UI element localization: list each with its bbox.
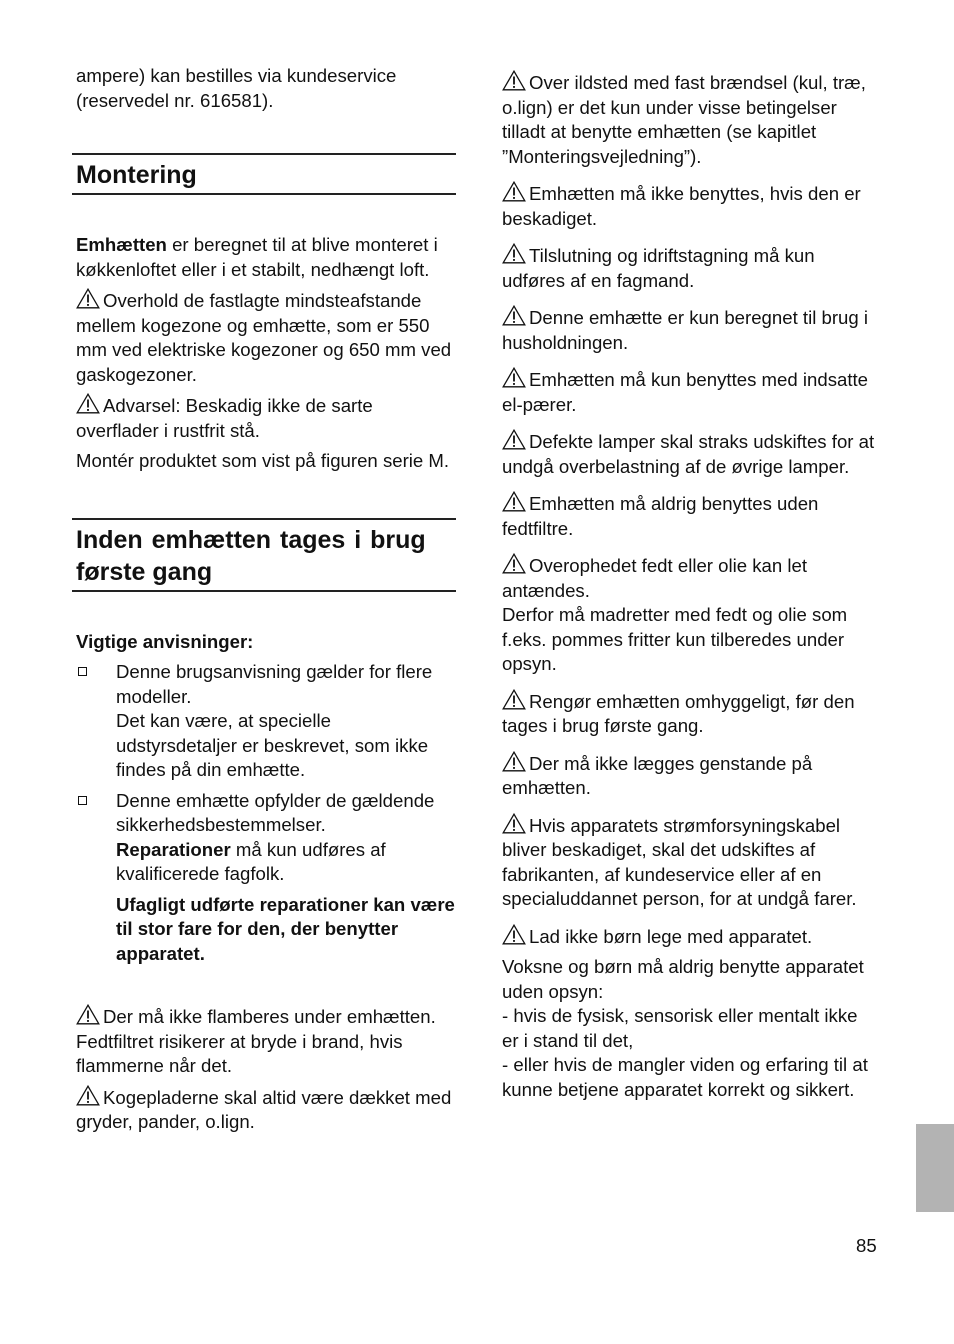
list-item-safety-line2 bbox=[116, 838, 456, 887]
warning-power-cable bbox=[502, 813, 877, 912]
warning-objects-text: Der må ikke lægges genstande på emhætten. bbox=[502, 752, 813, 798]
montering-paragraph bbox=[76, 233, 456, 282]
repairs-rest-text: må kun udføres af kvalificerede fagfolk. bbox=[116, 838, 386, 884]
warning-filters bbox=[502, 491, 877, 541]
warning-lamps bbox=[502, 429, 877, 479]
warning-triangle-icon bbox=[502, 367, 526, 388]
warning-hotplates bbox=[76, 1085, 456, 1135]
inden-heading-block bbox=[72, 518, 456, 592]
warning-triangle-icon bbox=[502, 689, 526, 710]
supervision-paragraph-line1: Voksne og børn må aldrig benytte apparatet uden opsyn: bbox=[502, 956, 864, 1002]
checkbox-bullet-icon bbox=[78, 667, 87, 676]
warning-surfaces bbox=[76, 393, 456, 443]
warning-flambe-text: Der må ikke flamberes under emhætten. Fedtfiltret risikerer at bryde i brand, hvis flammerne når det. bbox=[76, 1006, 436, 1076]
warning-surfaces-text: Advarsel: Beskadig ikke de sarte overflader i rustfrit stå. bbox=[76, 395, 373, 441]
intro-paragraph: ampere) kan bestilles via kundeservice (reservedel nr. 616581). bbox=[76, 65, 397, 111]
montering-heading-block bbox=[72, 153, 456, 195]
warning-triangle-icon bbox=[502, 813, 526, 834]
warning-overheated-fat-text: Overophedet fedt eller olie kan let antændes. bbox=[502, 555, 808, 601]
warning-damaged-text: Emhætten må ikke benyttes, hvis den er beskadiget. bbox=[502, 183, 861, 229]
warning-cleaning-text: Rengør emhætten omhyggeligt, før den tages i brug første gang. bbox=[502, 690, 855, 736]
warning-solid-fuel bbox=[502, 70, 877, 169]
supervision-paragraph-line2: - hvis de fysisk, sensorisk eller mentalt ikke er i stand til det, bbox=[502, 1005, 858, 1051]
montering-bold-term: Emhætten bbox=[76, 234, 167, 255]
warning-distances-text: Overhold de fastlagte mindsteafstande mellem kogezone og emhætte, som er 550 mm ved elektriske kogezoner og 650 mm ved gaskogezoner. bbox=[76, 290, 452, 385]
warning-triangle-icon bbox=[502, 181, 526, 202]
warning-triangle-icon bbox=[502, 243, 526, 264]
supervision-paragraph-line3: - eller hvis de mangler viden og erfaring til at kunne betjene apparatet korrekt og sikkert. bbox=[502, 1054, 868, 1100]
montering-heading: Montering bbox=[76, 161, 197, 189]
warning-children-text: Lad ikke børn lege med apparatet. bbox=[529, 925, 813, 947]
montering-figure-paragraph: Montér produktet som vist på figuren serie M. bbox=[76, 450, 450, 471]
warning-damaged bbox=[502, 181, 877, 231]
list-item-safety-line1: Denne emhætte opfylder de gældende sikkerhedsbestemmelser. bbox=[116, 789, 435, 835]
list-item-models-line1: Denne brugsanvisning gælder for flere modeller. bbox=[116, 661, 433, 707]
warning-distances bbox=[76, 288, 456, 387]
list-item-models-line2: Det kan være, at specielle udstyrsdetaljer er beskrevet, som ikke findes på din emhætte. bbox=[116, 710, 429, 780]
warning-power-cable-text: Hvis apparatets strømforsyningskabel bliver beskadiget, skal det udskiftes af fabrikanten, af kundeservice eller af en specialuddannet person, for at undgå farer. bbox=[502, 814, 857, 909]
warning-triangle-icon bbox=[76, 1004, 100, 1025]
warning-filters-text: Emhætten må aldrig benyttes uden fedtfiltre. bbox=[502, 493, 819, 539]
vigtige-subheading: Vigtige anvisninger: bbox=[76, 630, 254, 652]
warning-triangle-icon bbox=[502, 70, 526, 91]
warning-triangle-icon bbox=[76, 1085, 100, 1106]
warning-lamps-text: Defekte lamper skal straks udskiftes for at undgå overbelastning af de øvrige lamper. bbox=[502, 431, 875, 477]
list-item-safety bbox=[76, 789, 456, 967]
warning-flambe bbox=[76, 1004, 456, 1079]
warning-children bbox=[502, 924, 877, 950]
right-column bbox=[502, 70, 877, 1102]
warning-installation-text: Tilslutning og idriftstagning må kun udføres af en fagmand. bbox=[502, 245, 815, 291]
montering-paragraph-rest: er beregnet til at blive monteret i køkkenloftet eller i et stabilt, nedhængt loft. bbox=[76, 234, 438, 280]
warning-triangle-icon bbox=[502, 305, 526, 326]
inden-heading-line2: første gang bbox=[76, 557, 213, 586]
warning-hotplates-text: Kogepladerne skal altid være dækket med gryder, pander, o.lign. bbox=[76, 1086, 452, 1132]
warning-overheated-fat-cont: Derfor må madretter med fedt og olie som f.eks. pommes fritter kun tilberedes under opsyn. bbox=[502, 604, 848, 674]
warning-household bbox=[502, 305, 877, 355]
warning-overheated-fat bbox=[502, 553, 877, 603]
warning-triangle-icon bbox=[76, 393, 100, 414]
repairs-danger-note: Ufagligt udførte reparationer kan være til stor fare for den, der benytter apparatet. bbox=[116, 893, 455, 964]
warning-bulbs-text: Emhætten må kun benyttes med indsatte el-pærer. bbox=[502, 369, 868, 415]
inden-heading-line1: Inden emhætten tages i brug bbox=[76, 525, 426, 554]
warning-objects bbox=[502, 751, 877, 801]
warning-triangle-icon bbox=[76, 288, 100, 309]
warning-household-text: Denne emhætte er kun beregnet til brug i husholdningen. bbox=[502, 307, 869, 353]
warning-bulbs bbox=[502, 367, 877, 417]
warning-triangle-icon bbox=[502, 553, 526, 574]
page-number: 85 bbox=[856, 1235, 877, 1256]
warning-triangle-icon bbox=[502, 924, 526, 945]
warning-triangle-icon bbox=[502, 751, 526, 772]
warning-installation bbox=[502, 243, 877, 293]
left-column bbox=[76, 64, 456, 1135]
warning-triangle-icon bbox=[502, 429, 526, 450]
warning-solid-fuel-text: Over ildsted med fast brændsel (kul, træ, o.lign) er det kun under visse betingelser tilladt at benytte emhætten (se kapitlet ”Monteringsvejledning”). bbox=[502, 72, 866, 167]
list-item-models bbox=[76, 660, 456, 783]
checkbox-bullet-icon bbox=[78, 796, 87, 805]
repairs-bold-term: Reparationer bbox=[116, 838, 231, 860]
warning-cleaning bbox=[502, 689, 877, 739]
warning-triangle-icon bbox=[502, 491, 526, 512]
side-tab-marker bbox=[916, 1124, 954, 1212]
